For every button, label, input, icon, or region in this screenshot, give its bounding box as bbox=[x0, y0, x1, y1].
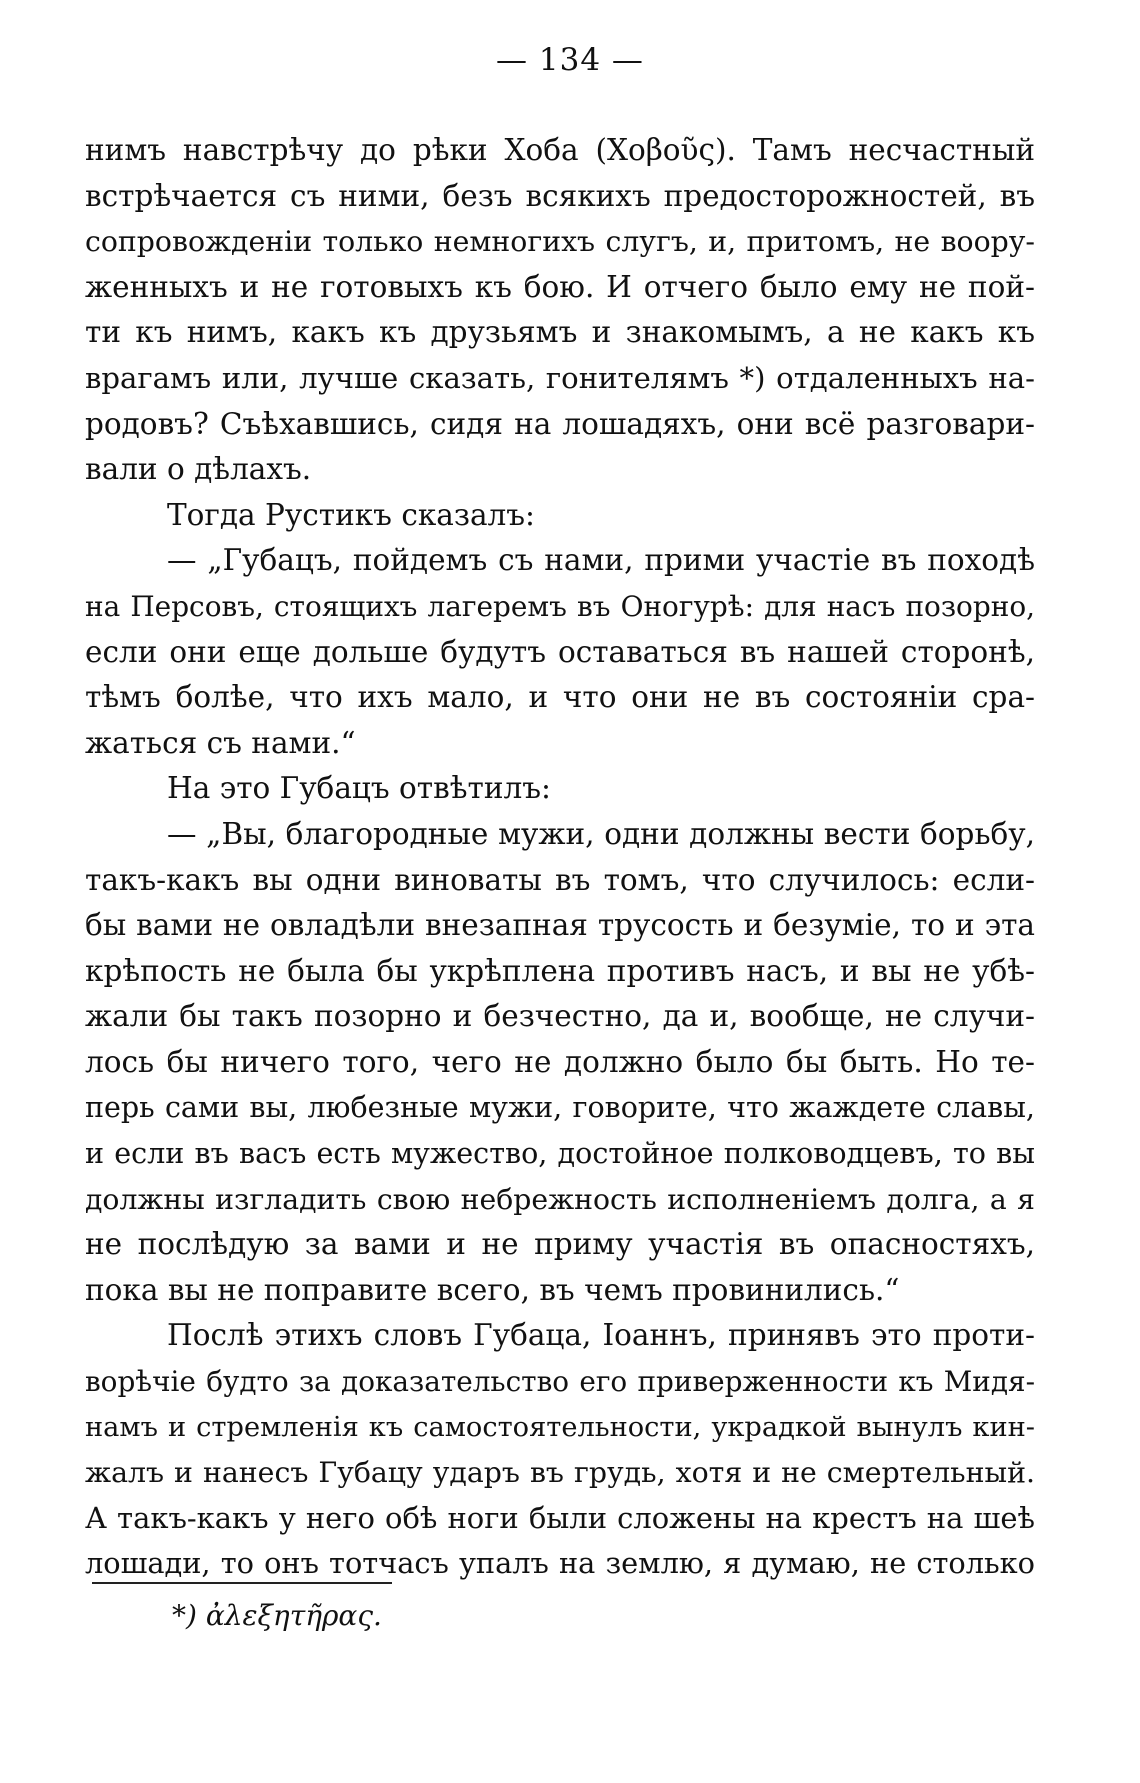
text-line: — „Вы, благородные мужи, одни должны вести борьбу, bbox=[167, 816, 1035, 851]
text-line: лошади, то онъ тотчасъ упалъ на землю, я думаю, не столько bbox=[85, 1546, 1035, 1581]
text-line: врагамъ или, лучше сказать, гонителямъ *) отдаленныхъ на- bbox=[85, 360, 1035, 395]
text-line: жаться съ нами.“ bbox=[85, 725, 356, 760]
text-line: должны изгладить свою небрежность исполненіемъ долга, а я bbox=[85, 1182, 1035, 1216]
text-line: если они еще дольше будутъ оставаться въ нашей сторонѣ, bbox=[85, 634, 1035, 669]
text-line: нимъ навстрѣчу до рѣки Хоба (Χοβοῦς). Тамъ несчастный bbox=[85, 133, 1035, 167]
text-line: лось бы ничего того, чего не должно было бы быть. Но те- bbox=[85, 1044, 1035, 1079]
text-line: женныхъ и не готовыхъ къ бою. И отчего было ему не пой- bbox=[85, 269, 1035, 304]
page-number: — 134 — bbox=[496, 42, 644, 78]
text-line: встрѣчается съ ними, безъ всякихъ предосторожностей, въ bbox=[85, 178, 1035, 213]
text-line: такъ-какъ вы одни виноваты въ томъ, что случилось: если- bbox=[85, 862, 1035, 897]
text-line: тѣмъ болѣе, что ихъ мало, и что они не въ состояніи сра- bbox=[85, 680, 1035, 715]
text-line: Послѣ этихъ словъ Губаца, Іоаннъ, принявъ это проти- bbox=[167, 1318, 1035, 1353]
text-line: перь сами вы, любезные мужи, говорите, что жаждете славы, bbox=[85, 1091, 1035, 1125]
text-line: пока вы не поправите всего, въ чемъ провинились.“ bbox=[85, 1272, 900, 1307]
text-line: вали о дѣлахъ. bbox=[85, 452, 312, 487]
text-line: и если въ васъ есть мужество, достойное полководцевъ, то вы bbox=[85, 1136, 1035, 1171]
text-line: А такъ-какъ у него обѣ ноги были сложены на крестъ на шеѣ bbox=[85, 1500, 1035, 1535]
text-line: — „Губацъ, пойдемъ съ нами, прими участіе въ походѣ bbox=[167, 543, 1035, 578]
text-line: сопровожденіи только немногихъ слугъ, и, притомъ, не воору- bbox=[85, 225, 1035, 259]
text-line: жали бы такъ позорно и безчестно, да и, вообще, не случи- bbox=[85, 999, 1035, 1034]
text-line: ти къ нимъ, какъ къ друзьямъ и знакомымъ, а не какъ къ bbox=[85, 315, 1035, 350]
body-text bbox=[85, 128, 1035, 1587]
text-line: Тогда Рустикъ сказалъ: bbox=[167, 497, 535, 532]
text-line: бы вами не овладѣли внезапная трусость и безуміе, то и эта bbox=[85, 908, 1035, 943]
text-line: не послѣдую за вами и не приму участія въ опасностяхъ, bbox=[85, 1227, 1035, 1262]
text-line: намъ и стремленія къ самостоятельности, украдкой вынулъ кин- bbox=[85, 1411, 1035, 1443]
text-line: на Персовъ, стоящихъ лагеремъ въ Оногурѣ: для насъ позорно, bbox=[85, 589, 1035, 623]
footnote-divider bbox=[92, 1582, 392, 1584]
text-line: родовъ? Съѣхавшись, сидя на лошадяхъ, они всё разговари- bbox=[85, 406, 1035, 441]
text-line: ворѣчіе будто за доказательство его приверженности къ Мидя- bbox=[85, 1365, 1035, 1399]
text-line: жалъ и нанесъ Губацу ударъ въ грудь, хотя и не смертельный. bbox=[85, 1456, 1035, 1490]
text-line: На это Губацъ отвѣтилъ: bbox=[167, 771, 551, 806]
text-line: крѣпость не была бы укрѣплена противъ насъ, и вы не убѣ- bbox=[85, 953, 1035, 988]
footnote: *) ἀλεξητῆρας. bbox=[172, 1599, 382, 1632]
